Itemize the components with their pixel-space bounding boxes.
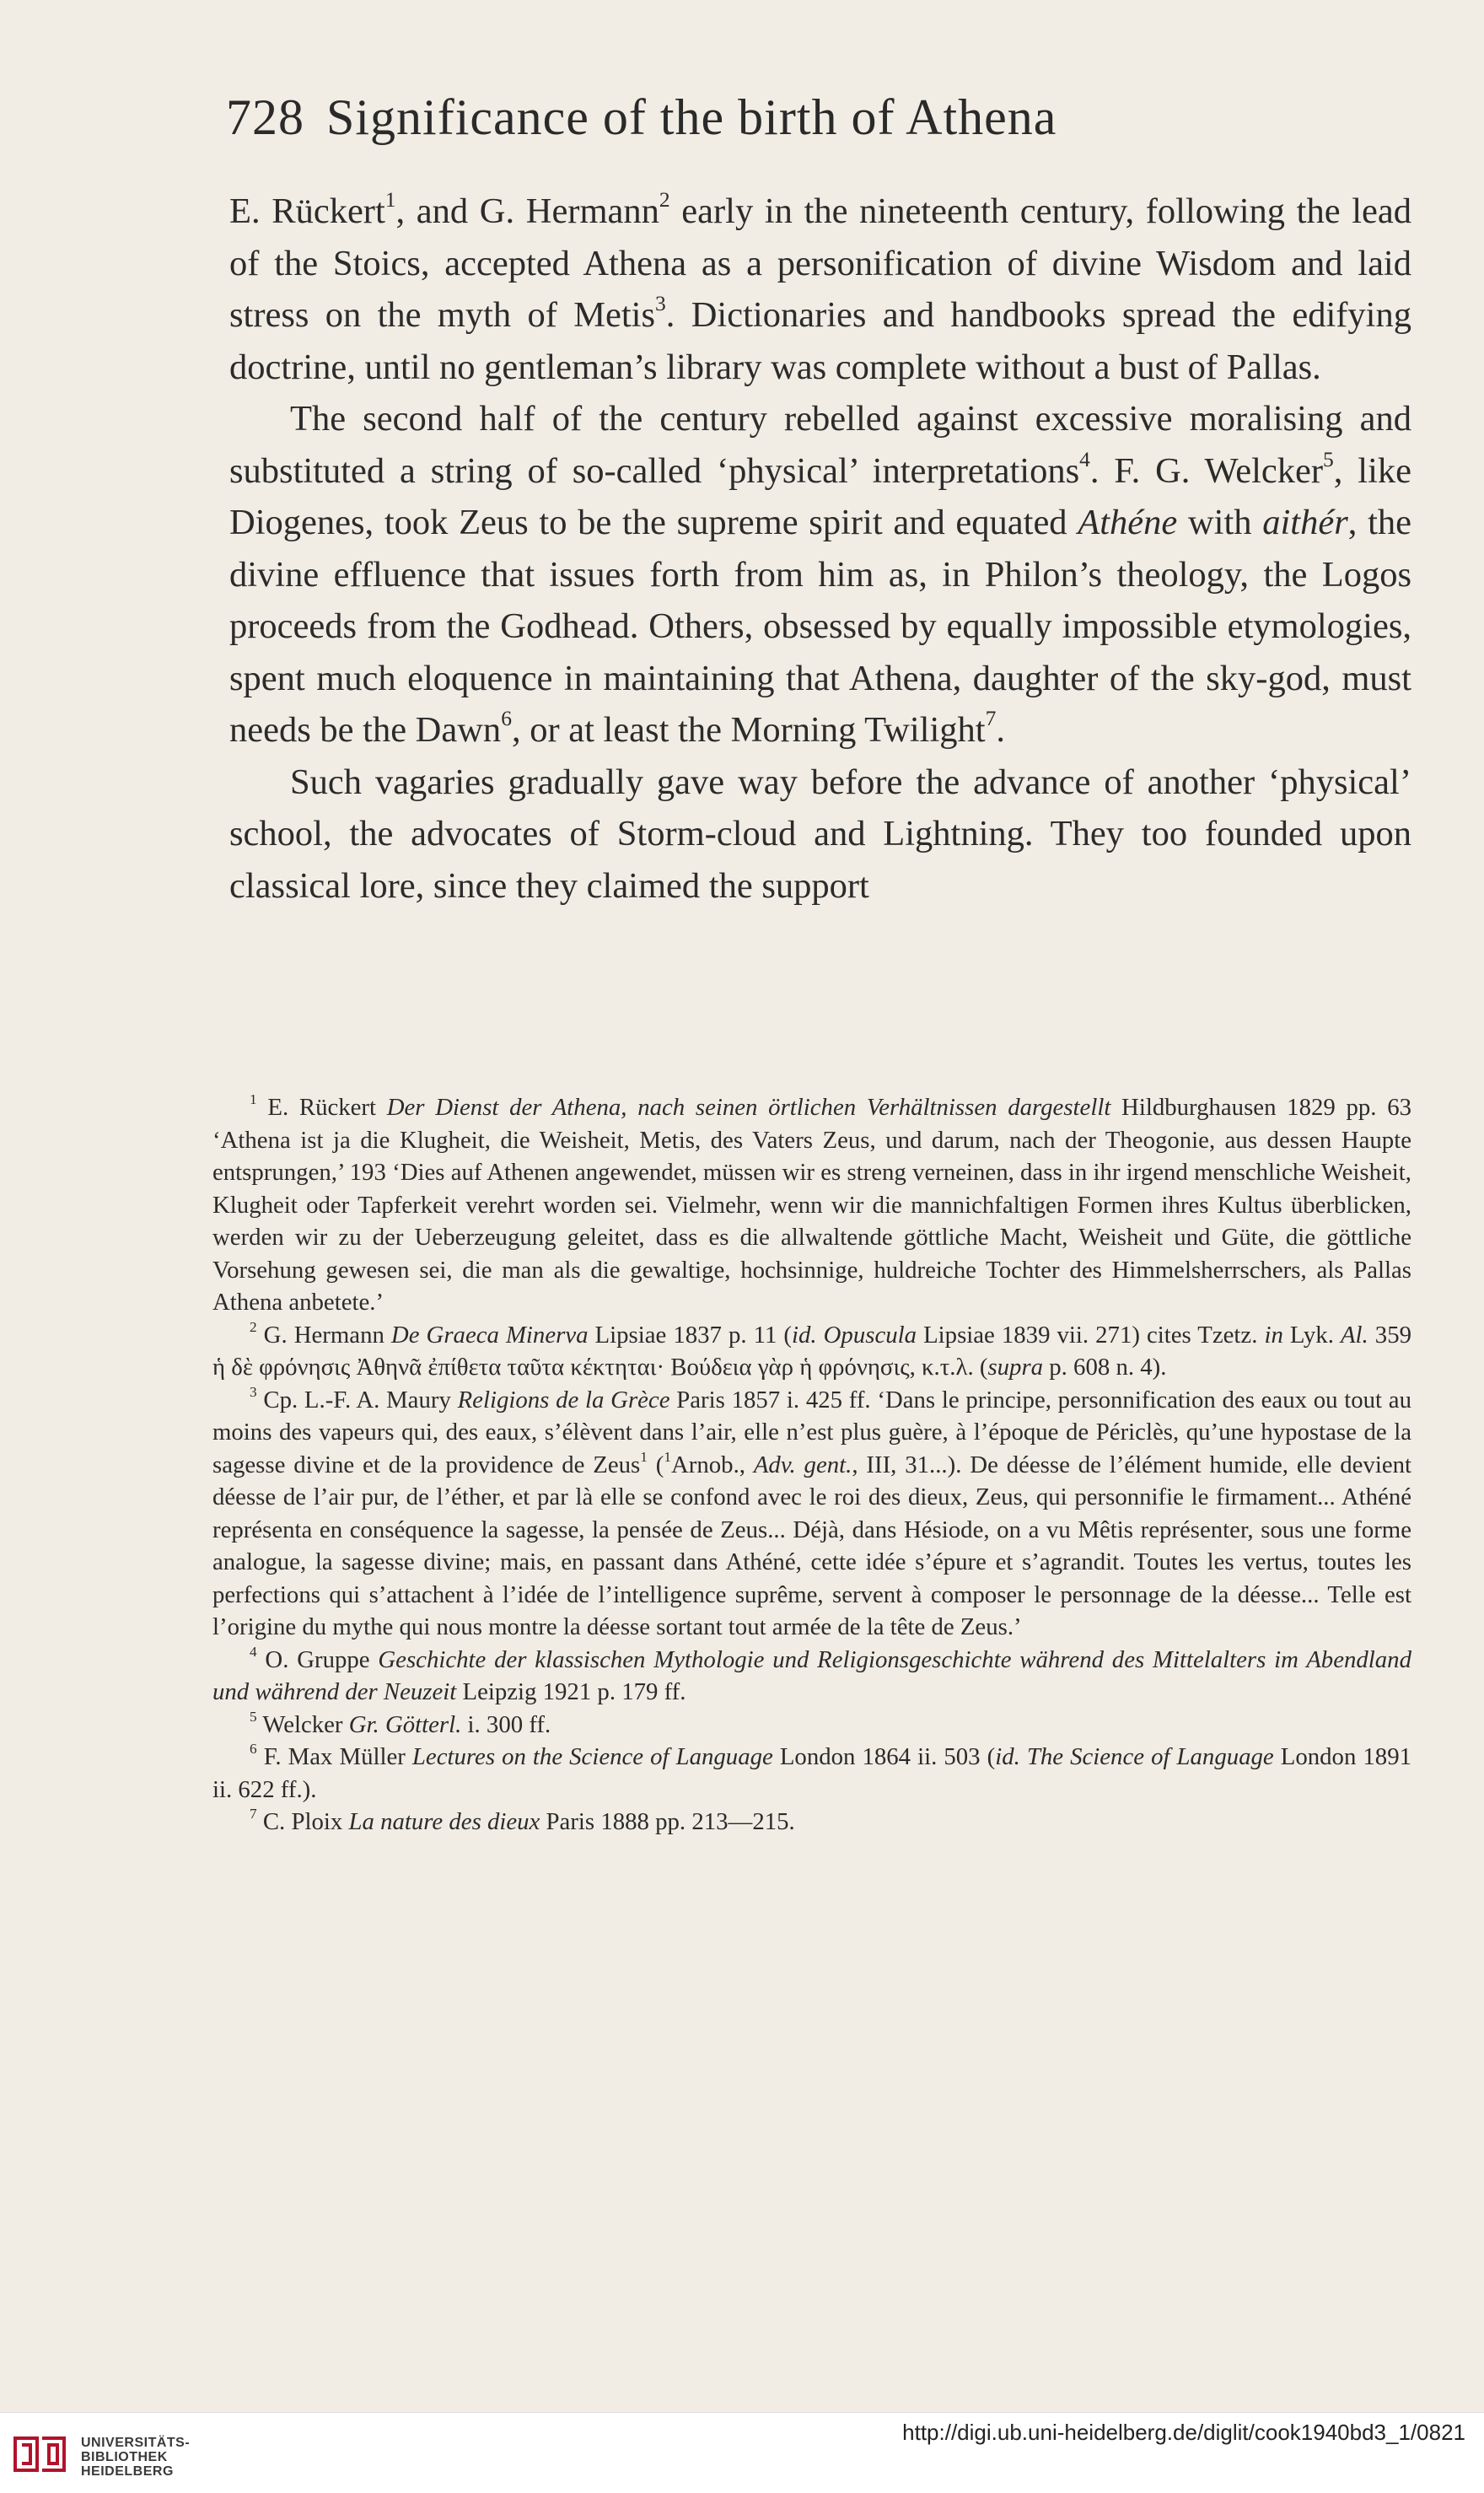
- text-run: , like Diogenes, took Zeus to be the supreme spirit and equated: [229, 450, 1412, 542]
- text-run: Paris 1857 i. 425 ff. ‘Dans le principe, personnification des eaux ou tout au moins des vapeurs qui, des eaux, s’élèvent dans l’air, elle n’est plus guère, à l’époque de Périclès, qu’une hypostase de la sagesse divine et de la providence de Zeus: [212, 1386, 1411, 1478]
- italic-text: aithér: [1262, 503, 1348, 542]
- footnote-marker: 1: [384, 186, 396, 212]
- text-run: , III, 31...). De déesse de l’élément humide, elle devient déesse de l’air pur, de l’éther, et par là elle se confond avec le roi des dieux, Zeus, qui personnifie le firmament... Athéné représenta en conséquence la sagesse, la pensée de Zeus... Déjà, dans Hésiode, on a vu Mêtis représenter, sous une forme analogue, la sagesse divine; mais, en passant dans Athéné, cette idée s’épure et s’agrandit. Toutes les vertus, toutes les perfections qui s’attachent à l’idée de l’intelligence suprême, servent à composer le personnage de la déesse... Telle est l’origine du mythe qui nous montre la déesse sortant tout armée de la tête de Zeus.’: [212, 1451, 1412, 1640]
- page-header: [226, 89, 1322, 147]
- viewer-footer: [0, 2412, 1484, 2493]
- body-paragraph-1: [229, 186, 1411, 393]
- footnote-marker: 7: [985, 705, 997, 730]
- footnote-marker: 5: [250, 1708, 257, 1725]
- italic-text: Al.: [1340, 1321, 1368, 1349]
- footnote-marker: 1: [640, 1448, 648, 1465]
- footnote-5: [212, 1709, 1411, 1742]
- italic-text: Lectures on the Science of Language: [411, 1743, 773, 1770]
- text-run: . Dictionaries and handbooks spread the edifying doctrine, until no gentleman’s library was complete without a bust of Pallas.: [229, 295, 1411, 387]
- text-run: Lipsiae 1837 p. 11 (: [588, 1321, 792, 1349]
- text-run: Arnob.,: [670, 1451, 754, 1478]
- body-text: [229, 186, 1411, 912]
- text-run: , and G. Hermann: [395, 191, 659, 231]
- text-run: , or at least the Morning Twilight: [511, 710, 986, 750]
- footnotes: [212, 1091, 1411, 1839]
- footnote-marker: 6: [501, 705, 512, 730]
- footnote-6: [212, 1741, 1411, 1806]
- footnote-marker: 1: [664, 1448, 671, 1465]
- text-run: .: [996, 710, 1005, 750]
- footnote-2: [212, 1319, 1411, 1384]
- italic-text: Religions de la Grèce: [457, 1386, 670, 1413]
- heidelberg-library-logo-icon[interactable]: [12, 2431, 71, 2477]
- footnote-marker: 7: [250, 1806, 257, 1823]
- italic-text: id. Opuscula: [792, 1321, 917, 1349]
- footnote-marker: 2: [250, 1318, 257, 1335]
- footnote-7: [212, 1806, 1411, 1839]
- page-url-link[interactable]: http://digi.ub.uni-heidelberg.de/diglit/cook1940bd3_1/0821: [902, 2420, 1465, 2445]
- text-run: Cp. L.-F. A. Maury: [256, 1386, 458, 1413]
- text-run: Lipsiae 1839 vii. 271) cites Tzetz.: [917, 1321, 1265, 1349]
- text-run: F. Max Müller: [256, 1743, 412, 1770]
- footnote-marker: 6: [250, 1741, 257, 1758]
- text-run: E. Rückert: [256, 1094, 387, 1121]
- italic-text: supra: [987, 1354, 1044, 1381]
- text-run: Leipzig 1921 p. 179 ff.: [456, 1678, 686, 1705]
- footnote-marker: 5: [1323, 446, 1334, 471]
- footnote-marker: 3: [250, 1383, 257, 1400]
- text-run: Welcker: [256, 1710, 349, 1738]
- italic-text: Gr. Götterl.: [348, 1710, 462, 1738]
- text-run: p. 608 n. 4).: [1043, 1354, 1167, 1381]
- body-paragraph-3: [229, 757, 1411, 913]
- text-run: . F. G. Welcker: [1089, 450, 1324, 491]
- footnote-marker: 1: [250, 1091, 257, 1108]
- text-run: C. Ploix: [256, 1808, 349, 1835]
- text-run: Paris 1888 pp. 213—215.: [540, 1808, 795, 1835]
- italic-text: De Graeca Minerva: [390, 1321, 589, 1349]
- text-run: i. 300 ff.: [461, 1710, 551, 1738]
- italic-text: Adv. gent.: [753, 1451, 852, 1478]
- italic-text: La nature des dieux: [348, 1808, 540, 1835]
- footnote-marker: 4: [250, 1643, 257, 1660]
- footnote-1: [212, 1091, 1411, 1319]
- text-run: (: [647, 1451, 664, 1478]
- body-paragraph-2: [229, 393, 1411, 757]
- italic-text: Athéne: [1078, 503, 1178, 542]
- text-run: with: [1177, 503, 1263, 542]
- footnote-marker: 4: [1079, 446, 1090, 471]
- library-name-line-1: UNIVERSITÄTS-: [81, 2436, 191, 2450]
- text-run: Such vagaries gradually gave way before the advance of another ‘physical’ school, the advocates of Storm-cloud and Lightning. They too founded upon classical lore, since they claimed the support: [229, 762, 1411, 906]
- italic-text: Der Dienst der Athena, nach seinen örtlichen Verhältnissen dargestellt: [386, 1094, 1111, 1121]
- text-run: London 1864 ii. 503 (: [772, 1743, 996, 1770]
- text-run: The second half of the century rebelled against excessive moralising and substituted a string of so-called ‘physical’ interpretations: [229, 399, 1411, 491]
- text-run: London 1891 ii. 622 ff.).: [212, 1743, 1411, 1803]
- text-run: E. Rückert: [229, 191, 385, 231]
- text-run: O. Gruppe: [256, 1645, 379, 1673]
- italic-text: id. The Science of Language: [995, 1743, 1274, 1770]
- text-run: , the divine effluence that issues forth from him as, in Philon’s theology, the Logos proceeds from the Godhead. Others, obsessed by equally impossible etymologies, spent much eloquence in maintaining that Athena, daughter of the sky-god, must needs be the Dawn: [229, 503, 1412, 750]
- italic-text: in: [1264, 1321, 1283, 1349]
- footnote-marker: 2: [659, 186, 670, 212]
- italic-text: Geschichte der klassischen Mythologie und Religionsgeschichte während des Mittelalters im Abendland und während der Neuzeit: [212, 1645, 1411, 1705]
- running-title: Significance of the birth of Athena: [326, 89, 1057, 145]
- footnote-3: [212, 1384, 1411, 1644]
- text-run: early in the nineteenth century, following the lead of the Stoics, accepted Athena as a personification of divine Wisdom and laid stress on the myth of Metis: [229, 191, 1411, 335]
- text-run: Lyk.: [1282, 1321, 1341, 1349]
- footnote-marker: 3: [655, 290, 666, 315]
- text-run: 359 ἡ δὲ φρόνησις Ἀθηνᾶ ἐπίθετα ταῦτα κέκτηται· Βούδεια γὰρ ἡ φρόνησις, κ.τ.λ. (: [212, 1321, 1411, 1381]
- page-number: 728: [226, 89, 304, 145]
- library-name-line-3: HEIDELBERG: [81, 2464, 174, 2479]
- footnote-4: [212, 1644, 1411, 1709]
- library-name: [81, 2436, 190, 2479]
- text-run: Hildburghausen 1829 pp. 63 ‘Athena ist ja die Klugheit, die Weisheit, Metis, des Vaters Zeus, und darum, nach der Theogonie, aus dessen Haupte entsprungen,’ 193 ‘Dies auf Athenen angewendet, müssen wir es streng verneinen, dass in ihr irgend menschliche Weisheit, Klugheit oder Tapferkeit verehrt worden sei. Vielmehr, wenn wir die mannichfaltigen Formen ihres Kultus überblicken, werden wir zu der Ueberzeugung geleitet, dass es die allwaltende göttliche Macht, Weisheit und Güte, die göttliche Vorsehung gewesen sei, die man als die gewaltige, hochsinnige, huldreiche Tochter des Himmelsherrschers, als Pallas Athena anbetete.’: [212, 1094, 1411, 1316]
- text-run: G. Hermann: [256, 1321, 391, 1349]
- library-name-line-2: BIBLIOTHEK: [81, 2450, 168, 2464]
